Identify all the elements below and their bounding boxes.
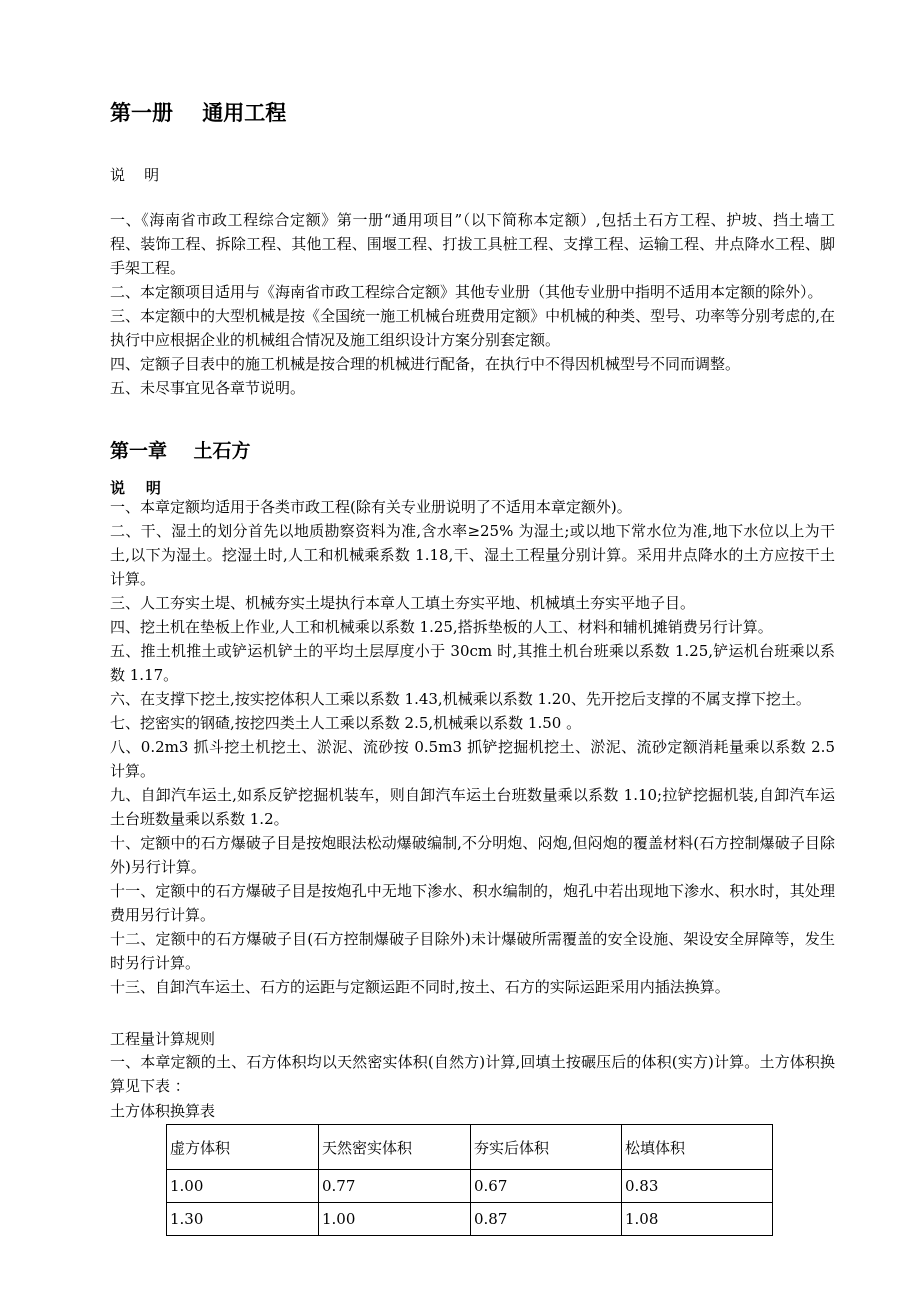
- chapter-note-item: 十三、自卸汽车运土、石方的运距与定额运距不同时,按土、石方的实际运距采用内插法换算。: [110, 978, 730, 996]
- part-note-item: 四、定额子目表中的施工机械是按合理的机械进行配备，在执行中不得因机械型号不同而调整。: [110, 355, 741, 373]
- table-caption: 土方体积换算表: [110, 1102, 216, 1120]
- table-cell: 0.77: [319, 1170, 471, 1203]
- table-cell: 1.00: [319, 1203, 471, 1236]
- chapter-note-item: 九、自卸汽车运土,如系反铲挖掘机装车，则自卸汽车运土台班数量乘以系数 1.10;拉铲挖掘机装,自卸汽车运土台班数量乘以系数 1.2。: [110, 786, 835, 828]
- chapter-title: 第一章 土石方: [110, 440, 251, 462]
- chapter-note-item: 五、推土机推土或铲运机铲土的平均土层厚度小于 30cm 时,其推土机台班乘以系数 1.25,铲运机台班乘以系数 1.17。: [110, 642, 835, 684]
- part-notes: [110, 208, 835, 400]
- part-note-item: 五、未尽事宜见各章节说明。: [110, 379, 306, 397]
- table-header-cell: 松填体积: [622, 1125, 773, 1170]
- rule-item: 一、本章定额的土、石方体积均以天然密实体积(自然方)计算,回填土按碾压后的体积(实方)计算。土方体积换算见下表 ：: [110, 1053, 835, 1095]
- table-cell: 0.67: [471, 1170, 622, 1203]
- chapter-note-item: 十一、定额中的石方爆破子目是按炮孔中无地下渗水、积水编制的，炮孔中若出现地下渗水、积水时，其处理费用另行计算。: [110, 882, 835, 924]
- table-cell: 1.00: [167, 1170, 319, 1203]
- chapter-note-item: 一、本章定额均适用于各类市政工程(除有关专业册说明了不适用本章定额外)。: [110, 498, 632, 516]
- rules-list: [110, 1050, 835, 1098]
- volume-conversion-table: [166, 1124, 773, 1236]
- table-row: [167, 1170, 773, 1203]
- chapter-note-item: 七、挖密实的钢碴,按挖四类土人工乘以系数 2.5,机械乘以系数 1.50 。: [110, 714, 582, 732]
- part-note-item: 一、《海南省市政工程综合定额》第一册“通用项目”（以下简称本定额）,包括土石方工程、护坡、挡土墙工程、装饰工程、拆除工程、其他工程、围堰工程、打拔工具桩工程、支撑工程、运输工程、井点降水工程、脚手架工程。: [110, 211, 835, 277]
- table-row: [167, 1203, 773, 1236]
- table-cell: 0.83: [622, 1170, 773, 1203]
- rules-heading: 工程量计算规则: [110, 1030, 216, 1048]
- table-header-row: [167, 1125, 773, 1170]
- part-note-item: 二、本定额项目适用与《海南省市政工程综合定额》其他专业册（其他专业册中指明不适用本定额的除外）。: [110, 283, 823, 301]
- chapter-notes-heading: 说 明: [110, 479, 161, 497]
- table-header-cell: 虚方体积: [167, 1125, 319, 1170]
- table-cell: 0.87: [471, 1203, 622, 1236]
- chapter-notes: [110, 495, 835, 999]
- chapter-note-item: 十、定额中的石方爆破子目是按炮眼法松动爆破编制,不分明炮、闷炮,但闷炮的覆盖材料(石方控制爆破子目除外)另行计算。: [110, 834, 835, 876]
- chapter-note-item: 三、人工夯实土堤、机械夯实土堤执行本章人工填土夯实平地、机械填土夯实平地子目。: [110, 594, 696, 612]
- chapter-note-item: 八、0.2m3 抓斗挖土机挖土、淤泥、流砂按 0.5m3 抓铲挖掘机挖土、淤泥、流砂定额消耗量乘以系数 2.5 计算。: [110, 738, 835, 780]
- part-title: 第一册 通用工程: [110, 101, 287, 125]
- table-header-cell: 天然密实体积: [319, 1125, 471, 1170]
- chapter-note-item: 二、干、湿土的划分首先以地质勘察资料为准,含水率≥25% 为湿土;或以地下常水位为准,地下水位以上为干土,以下为湿土。挖湿土时,人工和机械乘系数 1.18,干、湿土工程量分别计算。采用井点降水的土方应按干土计算。: [110, 522, 835, 588]
- table-cell: 1.30: [167, 1203, 319, 1236]
- chapter-note-item: 四、挖土机在垫板上作业,人工和机械乘以系数 1.25,搭拆垫板的人工、材料和辅机摊销费另行计算。: [110, 618, 773, 636]
- chapter-note-item: 十二、定额中的石方爆破子目(石方控制爆破子目除外)未计爆破所需覆盖的安全设施、架设安全屏障等，发生时另行计算。: [110, 930, 835, 972]
- table-cell: 1.08: [622, 1203, 773, 1236]
- chapter-note-item: 六、在支撑下挖土,按实挖体积人工乘以系数 1.43,机械乘以系数 1.20、先开挖后支撑的不属支撑下挖土。: [110, 690, 811, 708]
- part-note-item: 三、本定额中的大型机械是按《全国统一施工机械台班费用定额》中机械的种类、型号、功率等分别考虑的,在执行中应根据企业的机械组合情况及施工组织设计方案分别套定额。: [110, 307, 835, 349]
- table-header-cell: 夯实后体积: [471, 1125, 622, 1170]
- part-notes-heading: 说 明: [110, 166, 160, 184]
